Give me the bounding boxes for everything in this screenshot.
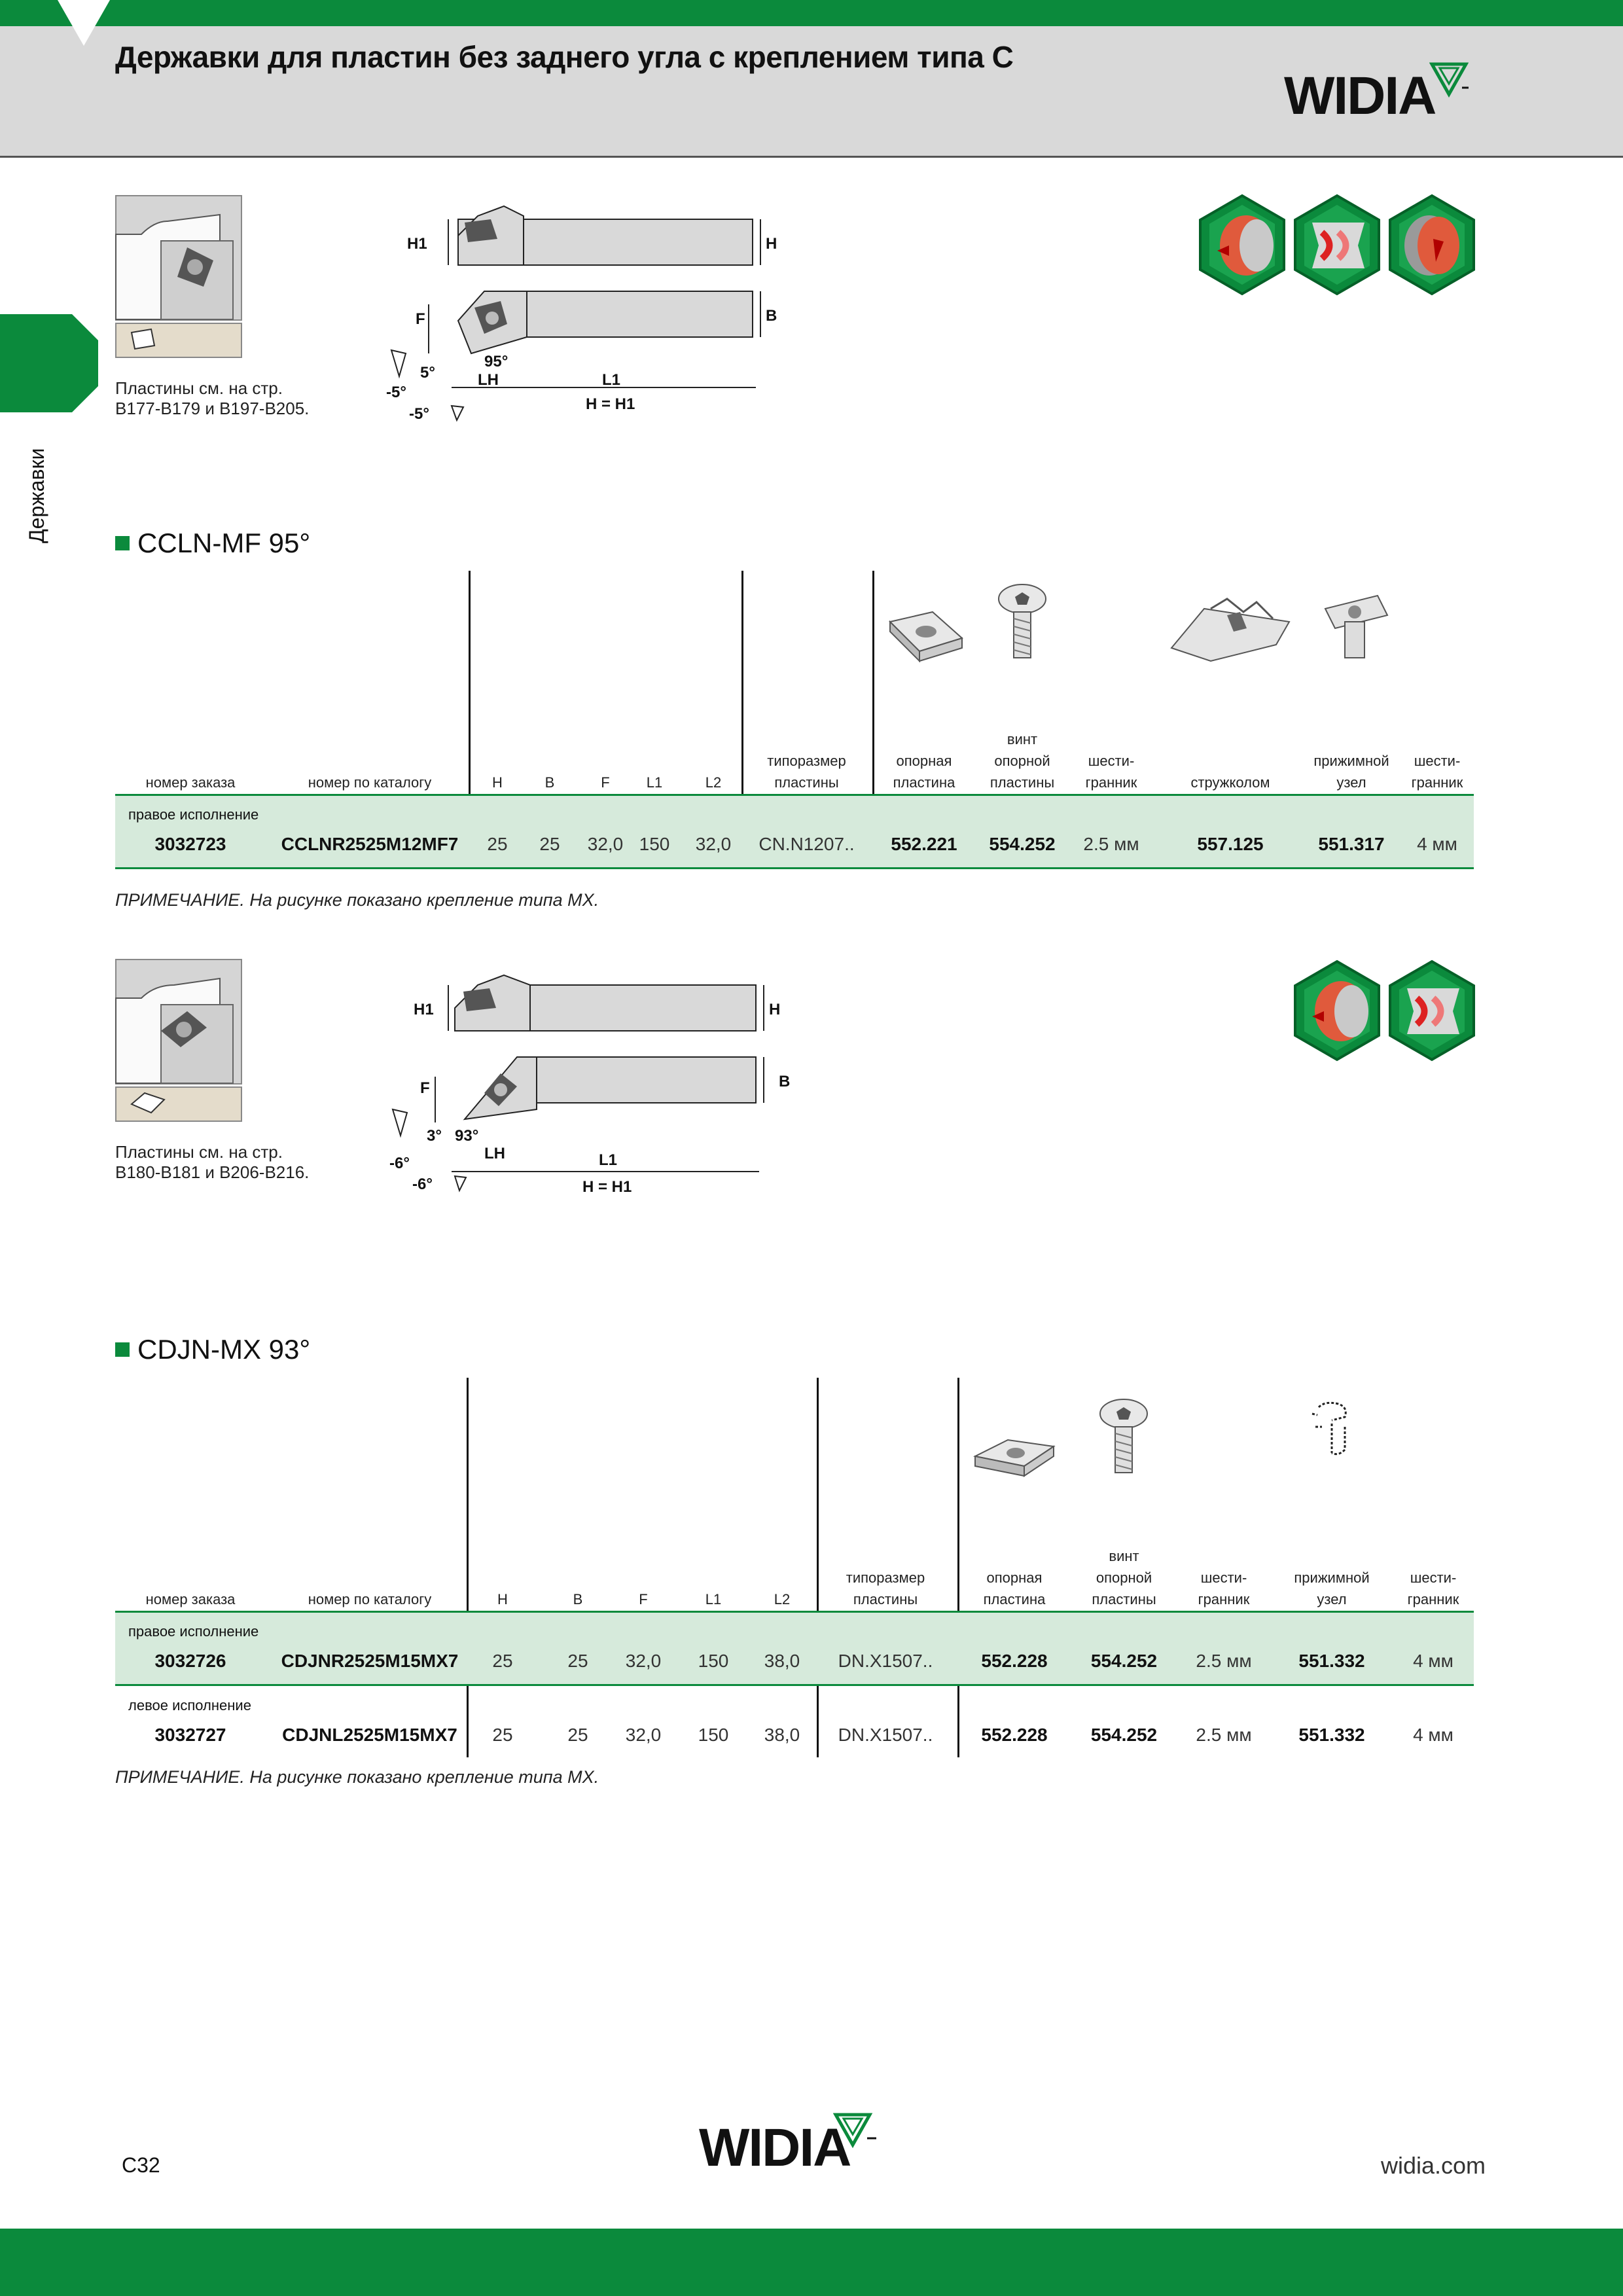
col-header-line: H — [497, 1591, 508, 1607]
table1-row-band — [115, 795, 1474, 867]
svg-text:L1: L1 — [599, 1151, 618, 1169]
header-logo — [1284, 65, 1435, 127]
application-badge-facing-icon — [1387, 193, 1476, 296]
col-header-line: гранник — [1085, 774, 1137, 791]
section2-col-header-3 — [552, 1588, 604, 1610]
section2-cell-6: 38,0 — [764, 1651, 800, 1671]
section2-col-header-9 — [1073, 1545, 1175, 1610]
section1-cell-0: 3032723 — [154, 834, 226, 854]
svg-text:H1: H1 — [407, 235, 427, 253]
section2-col-header-5 — [684, 1588, 743, 1610]
section1-col-header-1 — [275, 772, 465, 793]
corner-notch — [58, 0, 110, 46]
top-stripe — [0, 0, 1623, 26]
section1-cell-7: CN.N1207.. — [758, 834, 855, 854]
col-header-line: опорная — [896, 753, 952, 769]
section1-title: CCLN-MF 95° — [115, 528, 310, 559]
section1-col-header-12 — [1299, 750, 1404, 793]
section2-cell-0: 3032727 — [154, 1725, 226, 1745]
svg-text:F: F — [416, 310, 425, 328]
section2-note: ПРИМЕЧАНИЕ. На рисунке показано крепление типа MX. — [115, 1767, 599, 1787]
section2-cell-6: 38,0 — [764, 1725, 800, 1745]
section2-cell-10: 2.5 мм — [1196, 1651, 1252, 1671]
section2-cell-5: 150 — [698, 1651, 729, 1671]
col-header-line: пластины — [990, 774, 1055, 791]
section1-cell-9: 554.252 — [989, 834, 1056, 854]
table1-top-rule — [115, 794, 1474, 796]
section2-cell-4: 32,0 — [625, 1651, 662, 1671]
col-header-line: F — [639, 1591, 648, 1607]
svg-text:-6°: -6° — [389, 1155, 410, 1172]
col-header-line: винт — [1007, 731, 1038, 747]
section1-cell-6: 32,0 — [695, 834, 732, 854]
section2-ref: Пластины см. на стр. B180-B181 и B206-B216. — [115, 1142, 310, 1182]
section2-cell-8: 552.228 — [981, 1651, 1048, 1671]
col-header-line: L1 — [646, 774, 663, 791]
svg-text:LH: LH — [478, 371, 499, 389]
section1-col-header-3 — [530, 772, 569, 793]
svg-text:B: B — [766, 307, 777, 325]
col-header-line: типоразмер — [846, 1570, 925, 1586]
section2-cell-7: DN.X1507.. — [838, 1725, 933, 1745]
section1-col-header-10 — [1073, 750, 1149, 793]
col-header-line: опорная — [986, 1570, 1043, 1586]
col-header-line: номер заказа — [145, 774, 236, 791]
support-screw-icon-2 — [1093, 1397, 1155, 1482]
section2-cell-2: 25 — [492, 1651, 513, 1671]
side-tab-shape — [0, 314, 98, 412]
col-header-line: пластины — [774, 774, 839, 791]
svg-text:-5°: -5° — [409, 405, 429, 423]
widia-triangle-icon — [1429, 60, 1469, 99]
section2-title: CDJN-MX 93° — [115, 1334, 310, 1365]
col-header-line: узел — [1336, 774, 1366, 791]
section1-note: ПРИМЕЧАНИЕ. На рисунке показано крепление типа MX. — [115, 890, 599, 910]
application-badge-turning-icon — [1198, 193, 1287, 296]
section2-drawing — [386, 952, 818, 1208]
section2-cell-7: DN.X1507.. — [838, 1651, 933, 1671]
section1-col-header-6 — [687, 772, 740, 793]
section2-col-header-7 — [823, 1567, 948, 1610]
col-header-line: шести- — [1414, 753, 1461, 769]
col-header-line: гранник — [1198, 1591, 1250, 1607]
section2-cell-0: 3032726 — [154, 1651, 226, 1671]
section2-col-header-12 — [1394, 1567, 1472, 1610]
clamp-unit-icon-2 — [1299, 1394, 1371, 1479]
section1-col-header-4 — [579, 772, 632, 793]
section1-drawing — [386, 190, 818, 439]
page-number: C32 — [122, 2153, 160, 2177]
svg-text:H = H1: H = H1 — [586, 395, 635, 413]
section1-cell-13: 4 мм — [1417, 834, 1457, 854]
section2-cell-2: 25 — [492, 1725, 513, 1745]
svg-text:LH: LH — [484, 1145, 505, 1162]
svg-text:F: F — [420, 1079, 430, 1097]
section1-thumbnail — [115, 195, 242, 362]
section2-col-header-1 — [275, 1588, 465, 1610]
support-plate-icon-2 — [969, 1430, 1060, 1489]
section2-cell-1: CDJNR2525M15MX7 — [281, 1651, 459, 1671]
section2-cell-9: 554.252 — [1090, 1725, 1158, 1745]
section2-cell-4: 32,0 — [625, 1725, 662, 1745]
section1-cell-10: 2.5 мм — [1083, 834, 1139, 854]
svg-text:H1: H1 — [414, 1001, 434, 1018]
svg-text:L1: L1 — [602, 371, 621, 389]
section2-cell-12: 4 мм — [1413, 1651, 1454, 1671]
clamp-unit-icon — [1315, 583, 1394, 668]
section1-cell-8: 552.221 — [891, 834, 957, 854]
col-header-line: стружколом — [1190, 774, 1270, 791]
section1-col-header-7 — [746, 750, 867, 793]
col-header-line: прижимной — [1313, 753, 1389, 769]
section1-col-header-9 — [975, 728, 1069, 793]
section2-cell-1: CDJNL2525M15MX7 — [282, 1725, 457, 1745]
section2-col-header-0 — [115, 1588, 266, 1610]
col-header-line: опорной — [994, 753, 1050, 769]
section1-cell-3: 25 — [539, 834, 560, 854]
svg-text:H: H — [769, 1001, 781, 1018]
svg-text:95°: 95° — [484, 353, 508, 370]
col-header-line: номер заказа — [145, 1591, 236, 1607]
col-header-line: пластина — [983, 1591, 1046, 1607]
section1-ref: Пластины см. на стр. B177-B179 и B197-B205. — [115, 378, 310, 418]
col-header-line: F — [601, 774, 610, 791]
footer-logo-wordmark: WIDIA — [699, 2118, 851, 2178]
section2-col-header-8 — [962, 1567, 1067, 1610]
chip-breaker-icon — [1165, 583, 1296, 668]
col-header-line: пластина — [893, 774, 955, 791]
section1-cell-11: 557.125 — [1197, 834, 1264, 854]
section2-col-header-10 — [1178, 1567, 1270, 1610]
svg-text:93°: 93° — [455, 1127, 479, 1145]
col-header-line: прижимной — [1294, 1570, 1370, 1586]
col-header-line: опорной — [1096, 1570, 1152, 1586]
section1-col-header-0 — [115, 772, 266, 793]
section1-col-header-5 — [632, 772, 677, 793]
section2-cell-11: 551.332 — [1298, 1651, 1365, 1671]
table2-divider-3 — [957, 1378, 959, 1757]
col-header-line: H — [492, 774, 503, 791]
section2-col-header-11 — [1270, 1567, 1394, 1610]
section2-group-label: левое исполнение — [128, 1697, 251, 1713]
svg-text:H = H1: H = H1 — [582, 1178, 632, 1196]
col-header-line: пластины — [1092, 1591, 1156, 1607]
section1-group-label: правое исполнение — [128, 806, 259, 823]
col-header-line: L2 — [705, 774, 722, 791]
table1-bottom-rule — [115, 867, 1474, 869]
col-header-line: винт — [1109, 1548, 1139, 1564]
section2-cell-10: 2.5 мм — [1196, 1725, 1252, 1745]
svg-text:H: H — [766, 235, 777, 253]
col-header-line: узел — [1317, 1591, 1347, 1607]
col-header-line: гранник — [1411, 774, 1463, 791]
footer-logo — [699, 2117, 850, 2179]
section2-col-header-4 — [614, 1588, 673, 1610]
table2-row-band — [115, 1612, 1474, 1684]
col-header-line: L1 — [705, 1591, 722, 1607]
section1-cell-1: CCLNR2525M12MF7 — [281, 834, 459, 854]
holder-photo-icon-2 — [115, 959, 242, 1122]
section2-cell-5: 150 — [698, 1725, 729, 1745]
svg-text:5°: 5° — [420, 364, 435, 382]
application-badge-profiling-icon — [1293, 193, 1382, 296]
col-header-line: B — [544, 774, 555, 791]
col-header-line: типоразмер — [767, 753, 846, 769]
support-screw-icon — [991, 583, 1054, 668]
section2-cell-9: 554.252 — [1090, 1651, 1158, 1671]
page-title: Державки для пластин без заднего угла с креплением типа C — [115, 40, 1014, 74]
section2-cell-3: 25 — [567, 1725, 588, 1745]
col-header-line: L2 — [774, 1591, 791, 1607]
col-header-line: пластины — [853, 1591, 918, 1607]
svg-text:-6°: -6° — [412, 1175, 433, 1193]
bottom-stripe — [0, 2229, 1623, 2296]
section2-cell-11: 551.332 — [1298, 1725, 1365, 1745]
section1-col-header-2 — [478, 772, 517, 793]
col-header-line: номер по каталогу — [308, 774, 432, 791]
section1-col-header-8 — [876, 750, 972, 793]
section2-cell-8: 552.228 — [981, 1725, 1048, 1745]
table2-mid-rule — [115, 1684, 1474, 1686]
section2-col-header-2 — [476, 1588, 529, 1610]
col-header-line: гранник — [1407, 1591, 1459, 1607]
holder-photo-icon — [115, 195, 242, 359]
svg-text:-5°: -5° — [386, 384, 406, 401]
section2-cell-12: 4 мм — [1413, 1725, 1454, 1745]
section2-col-header-6 — [753, 1588, 812, 1610]
table2-divider-2 — [817, 1378, 819, 1757]
section1-cell-5: 150 — [639, 834, 670, 854]
col-header-line: B — [573, 1591, 583, 1607]
svg-text:3°: 3° — [427, 1127, 442, 1145]
section1-cell-4: 32,0 — [587, 834, 624, 854]
col-header-line: шести- — [1088, 753, 1135, 769]
table2-top-rule — [115, 1611, 1474, 1613]
application-badge-turning-icon-2 — [1293, 959, 1382, 1062]
col-header-line: шести- — [1200, 1570, 1247, 1586]
section1-cell-2: 25 — [487, 834, 508, 854]
logo-wordmark: WIDIA — [1284, 66, 1436, 126]
website-link[interactable]: widia.com — [1381, 2152, 1486, 2179]
section2-cell-3: 25 — [567, 1651, 588, 1671]
table2-divider-1 — [467, 1378, 469, 1757]
col-header-line: номер по каталогу — [308, 1591, 432, 1607]
section1-col-header-13 — [1400, 750, 1474, 793]
section1-col-header-11 — [1171, 772, 1289, 793]
application-badge-profiling-icon-2 — [1387, 959, 1476, 1062]
section2-thumbnail — [115, 959, 242, 1126]
section1-cell-12: 551.317 — [1318, 834, 1385, 854]
col-header-line: шести- — [1410, 1570, 1457, 1586]
svg-text:B: B — [779, 1073, 791, 1090]
side-tab-label: Державки — [25, 448, 48, 543]
support-plate-icon — [883, 602, 969, 668]
footer-widia-triangle-icon — [833, 2111, 879, 2150]
section2-group-label: правое исполнение — [128, 1623, 259, 1640]
